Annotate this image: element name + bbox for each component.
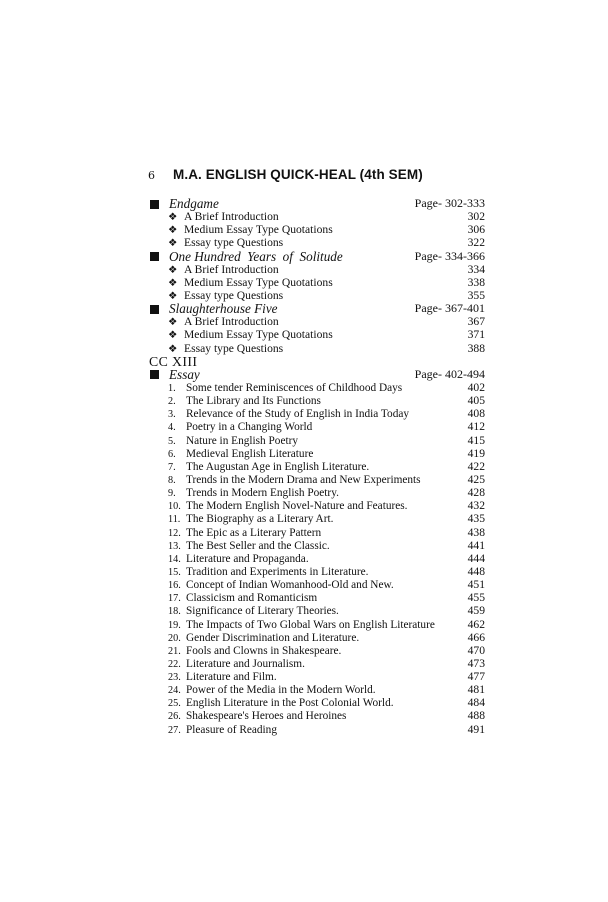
essay-title: The Biography as a Literary Art. [186,513,334,526]
essay-entry[interactable] [149,434,485,447]
essay-title: English Literature in the Post Colonial World. [186,697,394,710]
essay-entry[interactable] [149,683,485,696]
essay-number: 2. [168,396,176,408]
entry-page: 322 [467,236,485,250]
entry-page: 432 [467,499,485,513]
entry-page: 484 [467,696,485,710]
essay-title: Significance of Literary Theories. [186,605,339,618]
essay-number: 16. [168,580,181,592]
essay-number: 19. [168,619,181,631]
essay-title: Relevance of the Study of English in India Today [186,408,410,421]
entry-page: 388 [467,341,485,355]
essay-entry[interactable] [149,486,485,499]
toc-entry[interactable]: ❖ Medium Essay Type Quotations 306 [168,223,485,237]
essay-entry[interactable] [149,420,485,433]
entry-page: 302 [467,210,485,224]
four-diamond-icon: ❖ [168,238,178,250]
essay-entry[interactable] [149,696,485,709]
essay-title: Fools and Clowns in Shakespeare. [186,644,342,657]
section-page-range: Page- 367-401 [414,301,485,316]
essay-number: 7. [168,461,176,473]
essay-list [149,381,485,736]
four-diamond-icon: ❖ [168,330,178,342]
entry-page: 470 [467,643,485,657]
essay-title: Tradition and Experiments in Literature. [186,565,369,578]
toc-section-solitude[interactable]: One Hundred Years of Solitude Page- 334-366 [149,250,485,263]
filled-square-icon [150,200,159,209]
essay-number: 18. [168,606,181,618]
entry-page: 334 [467,262,485,276]
essay-title: Literature and Film. [186,671,277,684]
entry-page: 473 [467,656,485,670]
toc-section-essay[interactable]: Essay Page- 402-494 [149,368,485,381]
toc-entry[interactable]: ❖ A Brief Introduction 302 [168,210,485,224]
essay-title: Literature and Propaganda. [186,552,309,565]
essay-number: 13. [168,540,181,552]
essay-number: 14. [168,553,181,565]
four-diamond-icon: ❖ [168,264,178,276]
essay-entry[interactable] [149,552,485,565]
entry-page: 481 [467,683,485,697]
essay-entry[interactable] [149,723,485,736]
essay-entry[interactable] [149,381,485,394]
essay-title: Nature in English Poetry [186,434,299,447]
essay-title: Poetry in a Changing World [186,421,313,434]
essay-entry[interactable] [149,447,485,460]
essay-title: The Augustan Age in English Literature. [186,460,370,473]
essay-number: 20. [168,632,181,644]
essay-number: 10. [168,501,181,513]
essay-title: Classicism and Romanticism [186,592,318,605]
entry-page: 441 [467,538,485,552]
filled-square-icon [150,252,159,261]
essay-number: 3. [168,409,176,421]
essay-title: Power of the Media in the Modern World. [186,684,376,697]
essay-title: The Impacts of Two Global Wars on English Literature [186,618,435,631]
essay-number: 17. [168,593,181,605]
essay-entry[interactable] [149,526,485,539]
section-page-range: Page- 402-494 [414,366,485,381]
entry-page: 488 [467,709,485,723]
essay-entry[interactable] [149,394,485,407]
course-heading: CC XIII [149,353,198,369]
entry-page: 448 [467,564,485,578]
essay-title: The Library and Its Functions [186,395,321,408]
entry-page: 371 [467,328,485,342]
entry-page: 428 [467,486,485,500]
four-diamond-icon: ❖ [168,277,178,289]
entry-page: 408 [467,407,485,421]
four-diamond-icon: ❖ [168,225,178,237]
toc-entry[interactable]: ❖ A Brief Introduction 367 [168,315,485,329]
essay-entry[interactable] [149,460,485,473]
essay-entry[interactable] [149,644,485,657]
essay-title: The Modern English Novel-Nature and Features. [186,500,408,513]
running-header [148,166,423,184]
entry-page: 491 [467,722,485,736]
entry-page: 338 [467,275,485,289]
essay-title: Some tender Reminiscences of Childhood Days [186,381,403,394]
section-page-range: Page- 302-333 [414,196,485,210]
four-diamond-icon: ❖ [168,290,178,302]
toc-entry[interactable]: ❖ Essay type Questions 388 [168,341,485,355]
essay-entry[interactable] [149,407,485,420]
essay-entry[interactable] [149,512,485,525]
four-diamond-icon: ❖ [168,212,178,224]
entry-page: 451 [467,578,485,592]
toc-entry[interactable]: ❖ Medium Essay Type Quotations 371 [168,328,485,342]
toc-entry[interactable]: ❖ Medium Essay Type Quotations 338 [168,275,485,289]
essay-entry[interactable] [149,578,485,591]
essay-number: 23. [168,672,181,684]
entry-page: 477 [467,670,485,684]
toc-entry[interactable]: ❖ Essay type Questions 355 [168,288,485,302]
essay-number: 27. [168,724,181,736]
entry-page: 462 [467,617,485,631]
essay-entry[interactable] [149,604,485,617]
essay-entry[interactable] [149,657,485,670]
essay-title: Gender Discrimination and Literature. [186,631,360,644]
essay-number: 26. [168,711,181,723]
entry-page: 415 [467,433,485,447]
essay-number: 15. [168,566,181,578]
essay-entry[interactable] [149,565,485,578]
entry-page: 355 [467,288,485,302]
essay-number: 9. [168,488,176,500]
essay-entry[interactable] [149,499,485,512]
entry-page: 402 [467,380,485,394]
entry-page: 405 [467,394,485,408]
essay-number: 12. [168,527,181,539]
essay-entry[interactable] [149,473,485,486]
entry-page: 466 [467,630,485,644]
essay-entry[interactable] [149,618,485,631]
essay-number: 1. [168,382,176,394]
four-diamond-icon: ❖ [168,317,178,329]
toc-section-slaughterhouse[interactable]: Slaughterhouse Five Page- 367-401 [149,302,485,315]
essay-number: 5. [168,435,176,447]
entry-page: 412 [467,420,485,434]
essay-title: Medieval English Literature [186,447,314,460]
essay-number: 4. [168,422,176,434]
essay-title: Concept of Indian Womanhood-Old and New. [186,579,394,592]
essay-entry[interactable] [149,539,485,552]
four-diamond-icon: ❖ [168,343,178,355]
entry-page: 422 [467,459,485,473]
essay-number: 8. [168,474,176,486]
entry-page: 425 [467,472,485,486]
essay-number: 22. [168,658,181,670]
essay-entry[interactable] [149,591,485,604]
entry-page: 455 [467,591,485,605]
toc-section-endgame[interactable]: Endgame Page- 302-333 [149,197,485,210]
essay-entry[interactable] [149,670,485,683]
entry-page: 459 [467,604,485,618]
entry-page: 306 [467,223,485,237]
essay-title: The Epic as a Literary Pattern [186,526,322,539]
essay-number: 21. [168,645,181,657]
toc-entry[interactable]: ❖ Essay type Questions 322 [168,236,485,250]
essay-title: Shakespeare's Heroes and Heroines [186,710,347,723]
entry-page: 444 [467,551,485,565]
filled-square-icon [150,305,159,314]
essay-entry[interactable] [149,709,485,722]
essay-number: 11. [168,514,181,526]
essay-title: Pleasure of Reading [186,723,277,736]
essay-number: 25. [168,698,181,710]
table-of-contents [149,197,485,736]
filled-square-icon [150,370,159,379]
page-number: 6 [148,169,155,182]
entry-page: 435 [467,512,485,526]
essay-number: 24. [168,685,181,697]
entry-page: 367 [467,315,485,329]
entry-page: 438 [467,525,485,539]
essay-title: Trends in Modern English Poetry. [186,487,339,500]
section-page-range: Page- 334-366 [414,248,485,263]
entry-page: 419 [467,446,485,460]
essay-title: Literature and Journalism. [186,657,305,670]
running-title: M.A. ENGLISH QUICK-HEAL (4th SEM) [173,167,423,182]
essay-entry[interactable] [149,631,485,644]
essay-title: The Best Seller and the Classic. [186,539,330,552]
toc-entry[interactable]: ❖ A Brief Introduction 334 [168,262,485,276]
essay-title: Trends in the Modern Drama and New Experiments [186,473,421,486]
essay-number: 6. [168,448,176,460]
